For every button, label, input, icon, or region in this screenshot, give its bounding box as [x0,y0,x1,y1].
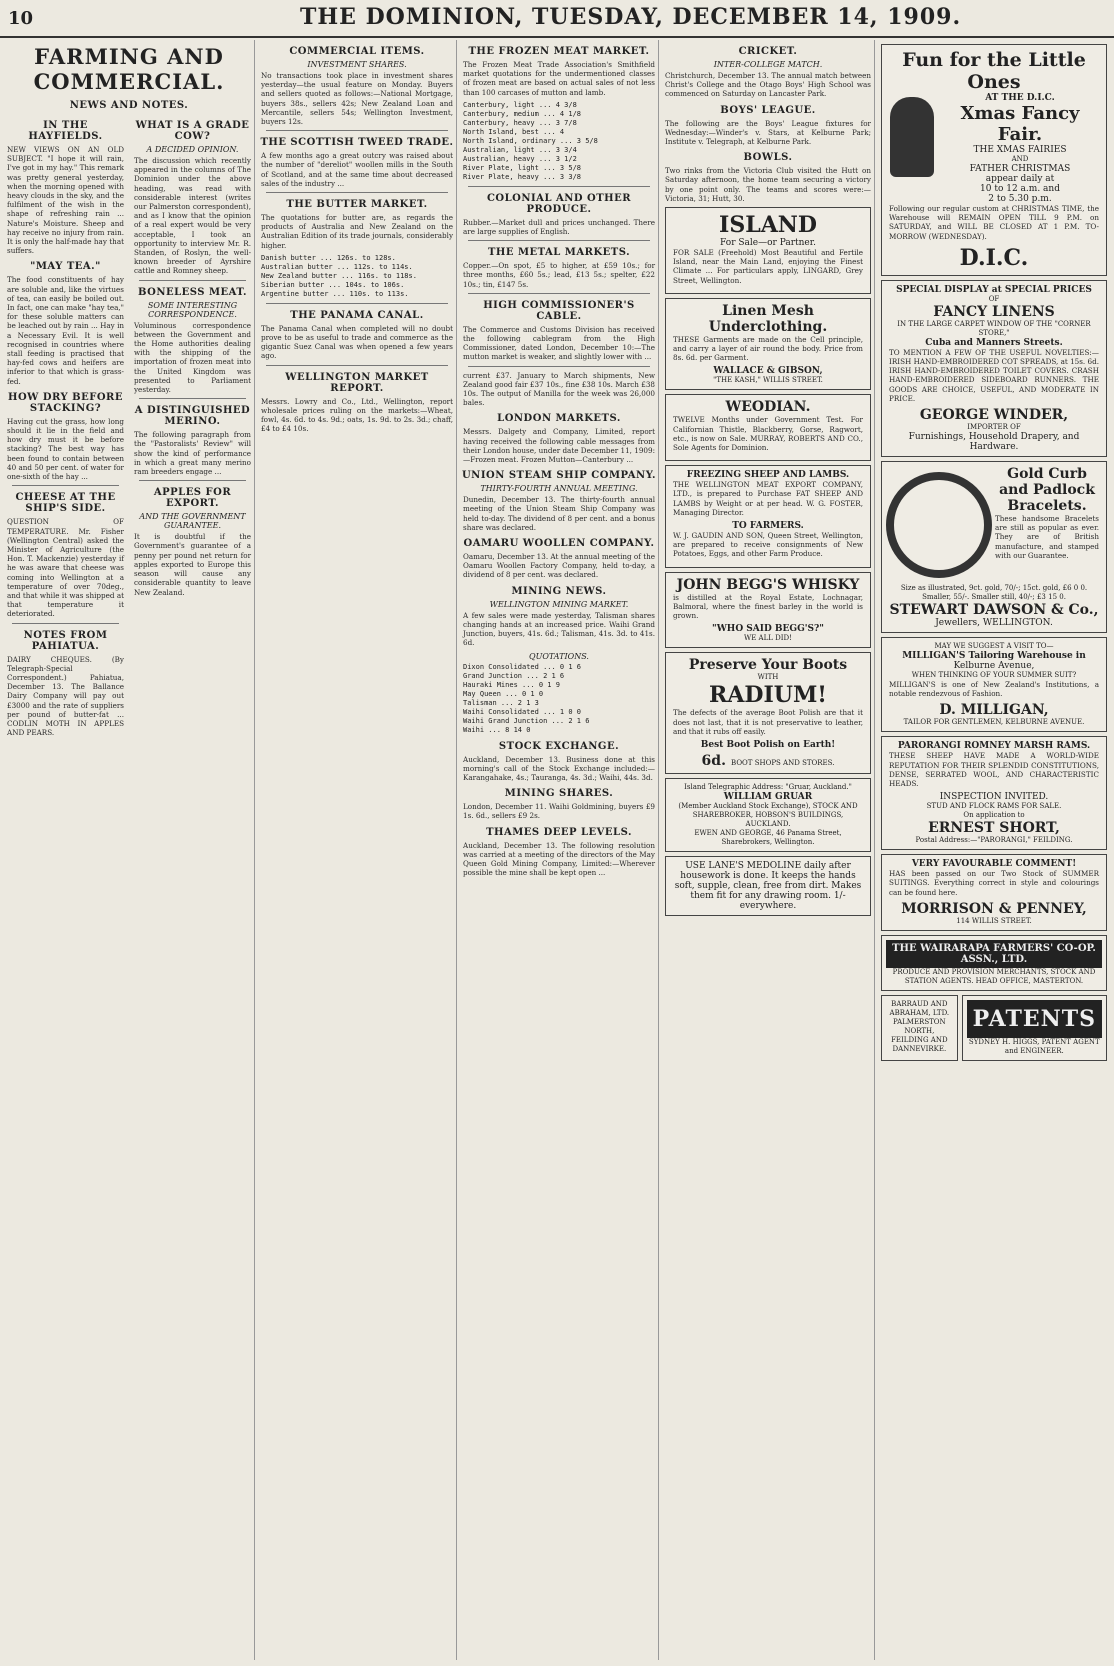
ad-text: THE XMAS FAIRIES [973,145,1067,155]
ad-title: VERY FAVOURABLE COMMENT! [911,859,1077,870]
ad-text: 2 to 5.30 p.m. [988,194,1052,204]
column-ads [878,40,1110,1660]
article-heading: A DISTINGUISHED MERINO. [134,405,251,428]
weodian-ad [665,394,871,461]
article-text: Auckland, December 13. The following resolution was carried at a meeting of the directors of the May Queen Gold Mining Company, Limited:—Wherever possible the mine shall be kept open ... [463,840,655,878]
article-text: Messrs. Lowry and Co., Ltd., Wellington, report wholesale prices ruling on the markets:—Wheat, fowl, 4s. 6d. to 4s. 9d.; oats, 1s. 9d. to 2s. 3d.; chaff, £4 to £4 10s. [261,396,453,434]
dic-fancy-fair-ad [881,44,1107,276]
divider [468,240,650,241]
article-heading: THE BUTTER MARKET. [286,199,428,211]
article-text: The Panama Canal when completed will no doubt prove to be as useful to trade and commerce as the gigantic Suez Canal was when opened a few years ago. [261,323,453,361]
ad-brand: D.I.C. [959,244,1029,271]
article-heading: OAMARU WOOLLEN COMPANY. [463,538,655,550]
ad-title: FREEZING SHEEP AND LAMBS. [686,470,850,481]
article-text: No transactions took place in investment shares yesterday—the usual feature on Monday. Buyers and sellers quoted as follows:—National Mortgage, buyers 38s., sellers 42s; New Zealand Loan and Mercantile, sellers 54s; Wellington Investment, buyers 12s. [261,71,453,127]
ad-text: These handsome Bracelets are still as popular as ever. They are of British manufacture, and stamped with our Guarantee. [995,514,1099,560]
price-row: Canterbury, medium ... 4 1/8 [463,109,582,118]
ad-text: W. J. GAUDIN AND SON, Queen Street, Wellington, are prepared to receive consignments of New Potatoes, Eggs, and other Farm Produce. [673,531,863,559]
price-row: North Island, ordinary ... 3 5/8 [463,136,598,145]
ad-text: MILLIGAN'S is one of New Zealand's Institutions, a notable rendezvous of Fashion. [889,680,1099,699]
article-subheading: INTER-COLLEGE MATCH. [713,60,823,69]
ad-text: (Member Auckland Stock Exchange), STOCK AND SHAREBROKER, HOBSON'S BUILDINGS, AUCKLAND. [678,801,858,828]
column-commercial [258,40,457,1660]
article-text: Auckland, December 13. Business done at this morning's call of the Stock Exchange included:—Karangahake, 4s.; Tauranga, 4s. 3d.; Waihi, 44s. 3d. [463,754,655,782]
article-subheading: QUOTATIONS. [529,651,589,661]
ad-title: THE WAIRARAPA FARMERS' CO-OP. ASSN., LTD. [886,940,1102,968]
article-text: London, December 11. Waihi Goldmining, buyers £9 1s. 6d., sellers £9 2s. [463,802,655,821]
ad-text: Furnishings, Household Drapery, and Hardware. [908,432,1080,453]
article-text: Oamaru, December 13. At the annual meeting of the Oamaru Woollen Factory Company, held to-day, a dividend of 8 per cent. was declared. [463,552,655,580]
ad-text: Jewellers, WELLINGTON. [935,618,1053,629]
ad-title: PATENTS [967,1000,1102,1038]
ad-title: TO FARMERS. [732,521,804,532]
ad-brand: STEWART DAWSON & Co., [889,602,1099,619]
price-row: Waihi ... 8 14 0 [463,725,531,734]
price-row: Danish butter ... 126s. to 128s. [261,253,396,262]
ad-text: BARRAUD AND ABRAHAM, LTD. PALMERSTON NORTH, FEILDING AND DANNEVIRKE. [889,999,950,1053]
article-heading: THE METAL MARKETS. [487,247,631,259]
article-text: A few sales were made yesterday, Talisman shares changing hands at an increased price. Waihi Grand Junction, buyers, 41s. 6d.; Talisman, 41s. 3d. to 41s. 6d. [463,610,655,648]
ad-stores: BOOT SHOPS AND STORES. [731,758,835,767]
ad-text: FOR SALE (Freehold) Most Beautiful and Fertile Island, near the Main Land, enjoying the Finest Climate ... For particulars apply, LINGARD, Grey Street, Wellington. [673,248,863,285]
milligan-ad [881,637,1107,732]
article-heading: CRICKET. [738,46,798,57]
article-text: Copper.—On spot, £5 to higher, at £59 10s.; for three months, £60 5s.; lead, £13 5s.; spelter, £22 10s.; tin, £147 5s. [463,261,655,289]
article-heading: UNION STEAM SHIP COMPANY. [461,470,657,482]
price-row: Grand Junction ... 2 1 6 [463,671,565,680]
bracelet-illustration [886,472,992,578]
ad-text: On application to [963,811,1025,820]
ad-text: The defects of the average Boot Polish are that it does not last, that it is not preservative to leather, and that it rubs off easily. [673,708,863,736]
divider [139,398,246,399]
stewart-dawson-ad [881,461,1107,633]
price-row: Argentine butter ... 110s. to 113s. [261,289,409,298]
newspaper-title: THE DOMINION, TUESDAY, DECEMBER 14, 1909. [300,4,962,30]
gruar-ad [665,778,871,852]
ad-text: AT THE D.I.C. [985,93,1055,103]
wairarapa-ad [881,935,1107,991]
article-text: NEW VIEWS ON AN OLD SUBJECT. "I hope it will rain, I've got in my hay." This remark was pretty general yesterday, when the morning opened with heavy clouds in the sky, and the fulfilment of the wish in the shape of refreshing rain ... Nature's Moisture. Sheep and hay receive no injury from rain. It is only the half-made hay that suffers. [7,145,124,256]
ad-title: PARORANGI ROMNEY MARSH RAMS. [897,741,1091,752]
ad-brand: GEORGE WINDER, [919,407,1069,424]
parorangi-ad [881,736,1107,850]
ad-text: INSPECTION INVITED. [939,792,1049,803]
ad-brand: D. MILLIGAN, [939,702,1049,719]
article-heading: LONDON MARKETS. [497,413,621,425]
divider [139,280,246,281]
divider [468,186,650,187]
ad-text: is distilled at the Royal Estate, Lochnagar, Balmoral, where the finest barley in the world is grown. [673,592,863,621]
article-heading: WELLINGTON MARKET REPORT. [285,371,429,394]
ad-brand: ERNEST SHORT, [928,820,1060,837]
ad-text: EWEN AND GEORGE, 46 Panama Street, Sharebrokers, Wellington. [694,828,842,846]
article-text: The following paragraph from the "Pastoralists' Review" will show the kind of performance in which a great many merino ram breeders engage ... [134,430,251,477]
price-row: Canterbury, light ... 4 3/8 [463,100,577,109]
ad-price: 6d. [701,752,726,769]
article-subheading: A DECIDED OPINION. [146,145,239,154]
column-sport-ads [662,40,875,1660]
article-text: Christchurch, December 13. The annual match between Christ's College and the Otago Boys' High School was commenced on Saturday on Lancaster Park. [665,71,871,99]
ad-headline: Xmas Fancy Fair. [960,103,1080,145]
divider [468,293,650,294]
ad-text: PRODUCE AND PROVISION MERCHANTS, STOCK AND STATION AGENTS. HEAD OFFICE, MASTERTON. [892,967,1096,985]
article-heading: WHAT IS A GRADE COW? [135,120,250,142]
article-heading: BONELESS MEAT. [137,286,247,298]
article-text: The quotations for butter are, as regards the products of Australia and New Zealand on the Australian Edition of its trade journals, considerably higher. [261,213,453,250]
ad-prices: Size as illustrated, 9ct. gold, 70/-; 15ct. gold, £6 0 0. Smaller, 55/-. Smaller still, 40/-; £3 15 0. [900,584,1088,602]
article-text: Two rinks from the Victoria Club visited the Hutt on Saturday afternoon, the home team securing a victory by one point only. The teams and scores were:—Victoria, 31; Hutt, 30. [665,166,871,203]
ad-text: TWELVE Months under Government Test. For Californian Thistle, Blackberry, Gorse, Ragwort, etc., is now on Sale. MURRAY, ROBERTS AND CO., Sole Agents for Dominion. [673,415,863,453]
article-text: Having cut the grass, how long should it lie in the field and how dry must it be before stacking? The best way has been found to contain between 40 and 50 per cent. of water for one-sixth of the hay ... [7,416,124,482]
ad-brand: WALLACE & GIBSON, [713,366,823,377]
barraud-ad [881,995,958,1061]
price-row: Siberian butter ... 104s. to 106s. [261,280,405,289]
ad-text: TO MENTION A FEW OF THE USEFUL NOVELTIES:— IRISH HAND-EMBROIDERED COT SPREADS, at 15s. 6d. IRISH HAND-EMBROIDERED TOILET COVERS. CRASH HAND-EMBROIDERED SIDEBOARD RUNNERS. THE GOODS ARE CHOICE, USEFUL, AND MODERATE IN PRICE. [889,347,1099,403]
article-text: Dunedin, December 13. The thirty-fourth annual meeting of the Union Steam Ship Company was held to-day. The dividend of 8 per cent. and a bonus share was declared. [463,495,655,532]
ad-text: STUD AND FLOCK RAMS FOR SALE. [926,802,1062,811]
article-text: The food constituents of hay are soluble and, like the virtues of tea, can easily be boiled out. In fact, one can make "hay tea," for these soluble matters can be leached out by rain ... Hay in a Necessary Evil. It is well recognised in countries where stall feeding is practised that hay-fed cows and heifers are inferior to that which is grass-fed. [7,275,124,386]
ad-title: Preserve Your Boots [688,657,848,674]
article-heading: HOW DRY BEFORE STACKING? [8,391,123,414]
ad-title: Gold Curb and Padlock Bracelets. [999,466,1095,515]
ad-title: MILLIGAN'S Tailoring Warehouse in [902,651,1086,662]
ad-text: FATHER CHRISTMAS [969,164,1071,174]
article-subheading: WELLINGTON MINING MARKET. [489,599,629,609]
article-heading: HIGH COMMISSIONER'S CABLE. [483,299,635,322]
article-text: A few months ago a great outcry was raised about the number of "dereliot" woollen mills in the South of Scotland, and at the same time about decreased sales of the industry ... [261,151,453,188]
article-text: The following are the Boys' League fixtures for Wednesday:—Winder's v. Stars, at Kelburne Park; Institute v. Telegraph, at Kelburne Park. [665,118,871,147]
price-row: Hauraki Mines ... 0 1 9 [463,680,560,689]
price-row: River Plate, light ... 3 5/8 [463,163,582,172]
article-heading: STOCK EXCHANGE. [498,740,620,752]
freezing-ad [665,465,871,567]
patents-ad [962,995,1107,1061]
article-text: DAIRY CHEQUES. (By Telegraph-Special Correspondent.) Pahiatua, December 13. The Ballance Dairy Company will pay out £3000 and the rate of suppliers per pound of butter-fat ... CODLIN MOTH IN APPLES AND PEARS. [7,654,124,738]
ad-headline: FANCY LINENS [933,303,1055,320]
article-heading: APPLES FOR EXPORT. [153,487,232,510]
ad-text: TAILOR FOR GENTLEMEN, KELBURNE AVENUE. [903,718,1085,727]
ad-text: MAY WE SUGGEST A VISIT TO— [934,642,1054,651]
article-text: The Commerce and Customs Division has received the following cablegram from the High Commissioner, dated London, December 10:—The mutton market is weaker, and slightly lower with ... [463,324,655,362]
article-text: Rubber.—Market dull and prices unchanged. There are large supplies of English. [463,217,655,237]
ad-text: THESE SHEEP HAVE MADE A WORLD-WIDE REPUTATION FOR THEIR SPLENDID CONSTITUTIONS, DENSE, SERRATED WOOL, AND CHARACTERISTIC HEADS. [889,751,1099,789]
divider [266,130,448,131]
ad-text: Cuba and Manners Streets. [925,337,1063,348]
article-subheading: AND THE GOVERNMENT GUARANTEE. [139,512,246,531]
ad-text: Island Telegraphic Address: "Gruar, Auckland." [684,782,852,791]
ad-text: HAS been passed on our Two Stock of SUMMER SUITINGS. Everything correct in style and colourings can be found here. [889,869,1099,897]
price-row: Dixon Consolidated ... 0 1 6 [463,662,582,671]
column-farming [4,40,255,1660]
price-row: Australian, light ... 3 3/4 [463,145,577,154]
ad-title: JOHN BEGG'S WHISKY [676,576,860,593]
ad-subtitle: For Sale—or Partner. [720,238,816,249]
ad-text: SYDNEY H. HIGGS, PATENT AGENT and ENGINEER. [968,1037,1100,1055]
article-heading: BOWLS. [743,152,793,164]
article-subheading: INVESTMENT SHARES. [307,60,407,69]
divider [266,192,448,193]
article-text: The Frozen Meat Trade Association's Smithfield market quotations for the undermentioned classes of frozen meat are based on actual sales of not less than 100 carcases of mutton and lamb. [463,60,655,97]
ad-title: Fun for the Little Ones [902,49,1086,93]
masthead [0,0,1114,38]
ad-text: USE LANE'S MEDOLINE daily after housework is done. It keeps the hands soft, supple, clean, free from dirt. Makes them fit for any drawing room. 1/- everywhere. [674,860,862,911]
ad-text: Kelburne Avenue, [953,661,1035,672]
ad-text: appear daily at [985,174,1055,184]
medoline-ad [665,856,871,916]
island-ad [665,207,871,294]
ad-with: WITH [757,673,779,682]
price-row: Australian butter ... 112s. to 114s. [261,262,413,271]
ad-title: ISLAND [719,212,817,239]
ad-title: Linen Mesh Underclothing. [708,302,828,335]
price-row: North Island, best ... 4 [463,127,565,136]
divider [139,480,246,481]
winder-linens-ad [881,280,1107,457]
article-text: It is doubtful if the Government's guarantee of a penny per pound net return for apples exported to Europe this season will cause any considerable quantity to leave New Zealand. [134,532,251,597]
linen-ad [665,298,871,391]
price-row: May Queen ... 0 1 0 [463,689,544,698]
ad-title: WILLIAM GRUAR [723,791,813,802]
article-heading: THAMES DEEP LEVELS. [486,826,632,838]
ad-text: Postal Address:—"PARORANGI," FEILDING. [915,836,1073,845]
article-heading: THE SCOTTISH TWEED TRADE. [260,137,454,149]
article-heading: CHEESE AT THE SHIP'S SIDE. [15,492,116,515]
father-christmas-illustration [890,97,934,177]
article-heading: IN THE HAYFIELDS. [28,120,103,142]
article-text: current £37. January to March shipments, New Zealand good fair £37 10s., fine £38 10s. March £38 10s. The output of Manilla for the week was 26,000 bales. [463,370,655,408]
price-row: Talisman ... 2 1 3 [463,698,539,707]
ad-slogan: Best Boot Polish on Earth! [700,739,836,750]
article-heading: NOTES FROM PAHIATUA. [23,629,108,652]
article-heading: COLONIAL AND OTHER PRODUCE. [486,192,632,215]
divider [12,623,119,624]
ad-slogan: "WHO SAID BEGG'S?" [712,624,824,635]
ad-text: 10 to 12 a.m. and [980,184,1060,194]
article-text: The discussion which recently appeared in the columns of The Dominion under the above heading, was read with considerable interest (writes our Palmerston correspondent), and as I know that the opinion of a real expert would be very acceptable, I took an opportunity to interview Mr. R. Standen, of Roslyn, the well-known breeder of Ayrshire cattle and Romney sheep. [134,156,251,276]
section-title: FARMING AND COMMERCIAL. [33,44,225,94]
ad-text: WHEN THINKING OF YOUR SUMMER SUIT? [911,671,1077,680]
article-subheading: THIRTY-FOURTH ANNUAL MEETING. [480,484,638,494]
ad-text: 114 WILLIS STREET. [956,916,1032,925]
article-text: Voluminous correspondence between the Government and the Home authorities dealing with the shipping of the importation of frozen meat into the United Kingdom was presented to Parliament yesterday. [134,320,251,395]
divider [12,485,119,486]
column-markets [460,40,659,1660]
ad-text: THESE Garments are made on the Cell principle, and carry a layer of air round the body. Price from 8s. 6d. per Garment. [673,334,863,363]
ad-text: THE WELLINGTON MEAT EXPORT COMPANY, LTD., is prepared to Purchase FAT SHEEP AND LAMBS by Weight or at per head. W. G. FOSTER, Managing Director. [673,480,863,517]
ad-title: WEODIAN. [725,399,811,416]
price-row: River Plate, heavy ... 3 3/8 [463,172,582,181]
divider [468,366,650,367]
price-row: New Zealand butter ... 116s. to 118s. [261,271,417,280]
section-subtitle: NEWS AND NOTES. [69,100,189,111]
article-text: QUESTION OF TEMPERATURE. Mr. Fisher (Wellington Central) asked the Minister of Agriculture (the Hon. T. Mackenzie) yesterday if he was aware that cheese was coming into Wellington at a temperature of over 70deg., and that while it was shipped at that temperature it deteriorated. [7,517,124,619]
ad-brand: RADIUM! [709,682,827,709]
article-heading: THE FROZEN MEAT MARKET. [468,46,650,57]
price-row: Waihi Consolidated ... 1 0 0 [463,707,582,716]
price-row: Australian, heavy ... 3 1/2 [463,154,577,163]
article-heading: MINING SHARES. [504,788,614,800]
ad-text: OF [988,294,1000,303]
article-text: Messrs. Dalgety and Company, Limited, report having received the following cable messages from their London house, under date December 11, 1909:—Frozen meat. Frozen Mutton—Canterbury ... [463,427,655,465]
begg-whisky-ad [665,572,871,649]
ad-text: AND [1011,155,1029,163]
price-row: Canterbury, heavy ... 3 7/8 [463,118,577,127]
ad-address: "THE KASH," WILLIS STREET. [713,376,823,385]
article-heading: THE PANAMA CANAL. [290,309,424,321]
article-heading: COMMERCIAL ITEMS. [289,46,425,57]
ad-text: IN THE LARGE CARPET WINDOW OF THE "CORNER STORE," [897,319,1091,337]
divider [266,303,448,304]
ad-text: IMPORTER OF [967,423,1021,432]
radium-polish-ad [665,652,871,774]
page-number: 10 [8,8,34,29]
morrison-penney-ad [881,854,1107,931]
article-subheading: SOME INTERESTING CORRESPONDENCE. [147,300,238,319]
ad-text: Following our regular custom at CHRISTMAS TIME, the Warehouse will REMAIN OPEN TILL 9 P.M. on SATURDAY, and WILL BE CLOSED AT 1 P.M. TO-MORROW (WEDNESDAY). [889,204,1099,241]
ad-title: SPECIAL DISPLAY at SPECIAL PRICES [896,284,1092,295]
ad-slogan-answer: WE ALL DID! [744,634,792,643]
price-row: Waihi Grand Junction ... 2 1 6 [463,716,590,725]
article-heading: "MAY TEA." [30,261,101,273]
article-heading: MINING NEWS. [511,585,607,597]
article-heading: BOYS' LEAGUE. [720,104,816,116]
divider [266,365,448,366]
ad-brand: MORRISON & PENNEY, [901,900,1087,917]
